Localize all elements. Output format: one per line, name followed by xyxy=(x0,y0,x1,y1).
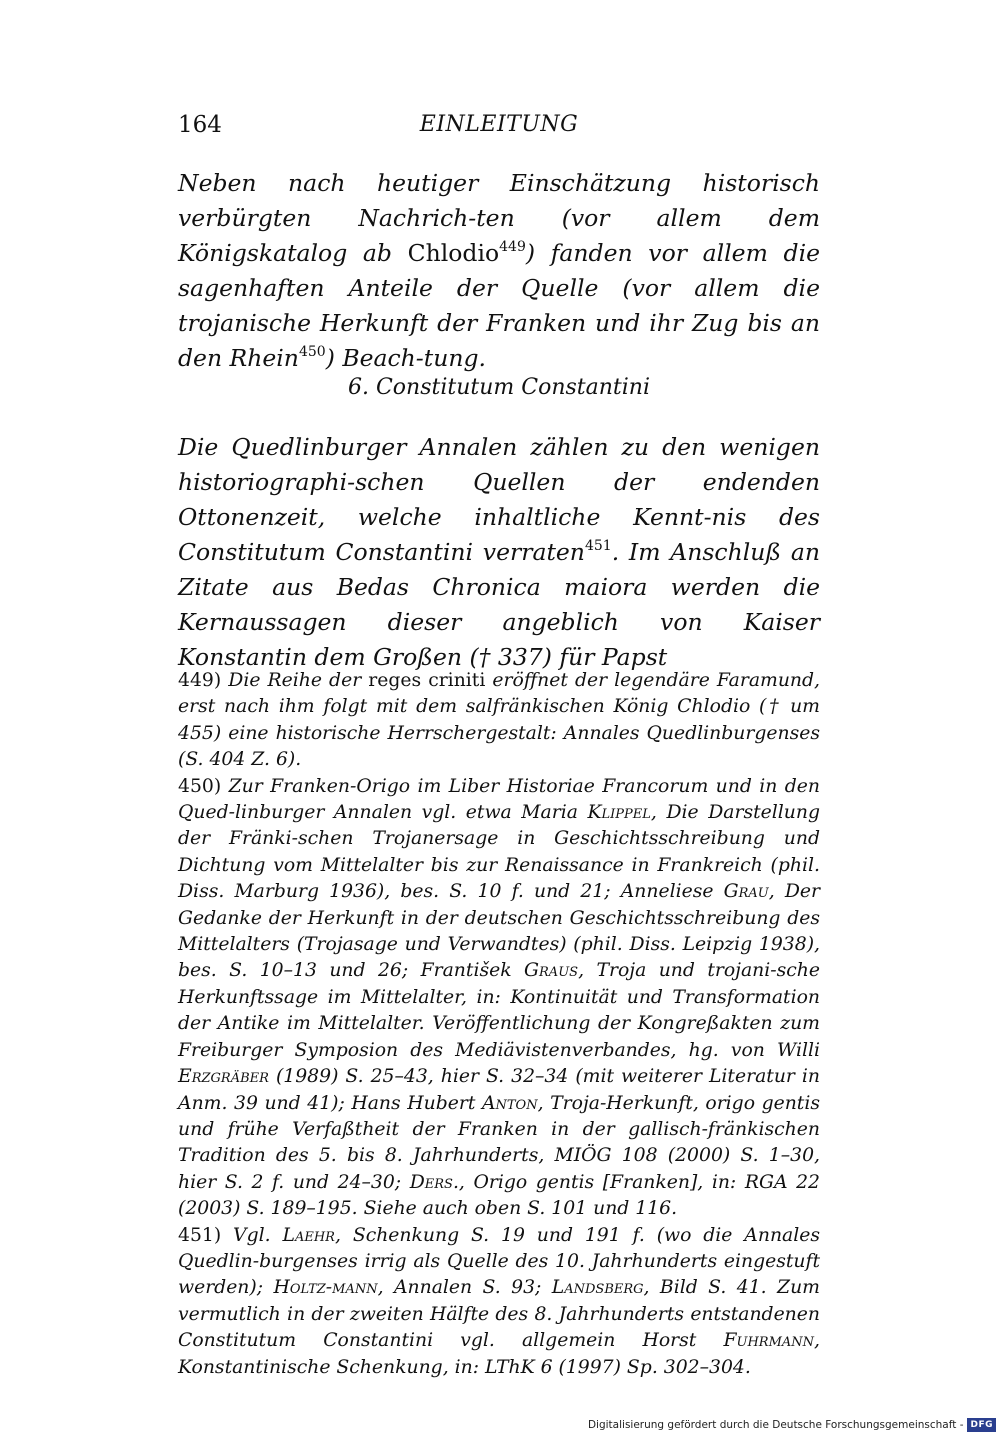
body-paragraph-1 xyxy=(178,166,820,376)
author-name: Ders. xyxy=(409,1171,459,1193)
footnote-text: , Die Darstellung der Fränki-schen Trojanersage in Geschichtsschreibung und Dichtung vom Mittelalter bis zur Renaissance in Frankreich (phil. Diss. Marburg 1936), bes. S. 10 f. und 21; Anneliese xyxy=(178,802,820,903)
author-name: Grau xyxy=(723,881,769,903)
page-header xyxy=(178,112,820,148)
footnote-text: Zur Franken-Origo im Liber Historiae Francorum und in den Qued-linburger Annalen vgl. etwa Maria xyxy=(178,775,820,824)
author-name: Graus xyxy=(524,960,579,982)
digitization-credit-text: Digitalisierung gefördert durch die Deutsche Forschungsgemeinschaft - xyxy=(587,1419,964,1431)
para2-text-1: Die Quedlinburger Annalen zählen zu den wenigen historiographi-schen Quellen der endenden Ottonenzeit, welche inhaltliche Kennt-nis des Constitutum Constantini verraten xyxy=(178,433,820,566)
author-name: Landsberg xyxy=(551,1277,644,1299)
footnote-text: , Troja und trojani-sche Herkunftssage im Mittelalter, in: Kontinuität und Transformation der Antike im Mittelalter. Veröffentlichung der Kongreßakten zum Freiburger Symposion des Mediävistenverbandes, hg. von Willi xyxy=(178,960,820,1061)
footnote-number: 449) xyxy=(178,670,222,691)
footnote-450 xyxy=(178,774,820,1223)
para1-text-1: Neben nach heutiger Einschätzung historisch verbürgten Nachrich-ten (vor allem dem Königskatalog ab xyxy=(178,169,820,267)
section-heading: 6. Constitutum Constantini xyxy=(347,375,651,400)
chlodio-name: Chlodio xyxy=(407,239,500,267)
digitization-credit xyxy=(588,1417,996,1433)
footnote-ref-449[interactable]: 449 xyxy=(499,239,526,255)
author-name: Holtz-mann xyxy=(273,1277,378,1299)
para1-text-3: ) Beach-tung. xyxy=(325,344,486,372)
author-name: Fuhrmann xyxy=(723,1330,815,1352)
running-head: EINLEITUNG xyxy=(419,112,579,137)
footnote-text: , Der Gedanke der Herkunft in der deutschen Geschichtsschreibung des Mittelalters (Trojasage und Verwandtes) (phil. Diss. Leipzig 1938), bes. S. 10–13 und 26; František xyxy=(178,881,820,982)
footnote-text: , Origo gentis [Franken], in: RGA 22 (2003) S. 189–195. Siehe auch oben S. 101 und 116. xyxy=(178,1171,820,1220)
footnote-text: , Bild S. 41. Zum vermutlich in der zweiten Hälfte des 8. Jahrhunderts entstandenen Constitutum Constantini vgl. allgemein Horst xyxy=(178,1277,820,1352)
para2-text-2: . Im Anschluß an Zitate aus Bedas Chronica maiora werden die Kernaussagen dieser angeblich von Kaiser Konstantin dem Großen († 337) für Papst xyxy=(178,538,820,671)
footnote-number: 451) xyxy=(178,1224,222,1246)
footnote-number: 450) xyxy=(178,775,222,797)
para1-text-2: ) fanden vor allem die sagenhaften Anteile der Quelle (vor allem die trojanische Herkunft der Franken und ihr Zug bis an den Rhein xyxy=(178,239,821,372)
footnote-text: , Konstantinische Schenkung, in: LThK 6 (1997) Sp. 302–304. xyxy=(178,1330,820,1378)
page-number: 164 xyxy=(178,112,222,138)
footnote-text: Vgl. xyxy=(221,1224,283,1246)
footnote-text: Die Reihe der xyxy=(221,670,369,691)
footnote-text: , Schenkung S. 19 und 191 f. (wo die Annales Quedlin-burgenses irrig als Quelle des 10. Jahrhunderts eingestuft werden); xyxy=(178,1224,820,1299)
author-name: Klippel xyxy=(587,802,651,824)
footnote-ref-450[interactable]: 450 xyxy=(298,344,326,360)
author-name: Erzgräber xyxy=(178,1066,269,1088)
dfg-logo-icon: DFG xyxy=(967,1418,996,1432)
author-name: Laehr xyxy=(282,1224,335,1246)
body-paragraph-2 xyxy=(178,430,820,675)
footnote-449 xyxy=(178,668,820,774)
footnote-451 xyxy=(178,1223,820,1381)
footnote-text: , Troja-Herkunft, origo gentis und frühe Verfaßtheit der Franken in der gallisch-fränkischen Tradition des 5. bis 8. Jahrhunderts, MIÖG 108 (2000) S. 1–30, hier S. 2 f. und 24–30; xyxy=(178,1092,820,1193)
footnote-text: reges criniti xyxy=(368,670,486,691)
footnote-ref-451[interactable]: 451 xyxy=(584,538,612,554)
footnote-text: eröffnet der legendäre Faramund, erst nach ihm folgt mit dem salfränkischen König Chlodio († um 455) eine historische Herrschergestalt: Annales Quedlinburgenses (S. 404 Z. 6). xyxy=(178,670,821,771)
footnote-text: , Annalen S. 93; xyxy=(377,1277,552,1299)
author-name: Anton xyxy=(481,1092,538,1114)
footnote-text: (1989) S. 25–43, hier S. 32–34 (mit weiterer Literatur in Anm. 39 und 41); Hans Hubert xyxy=(178,1066,820,1114)
footnotes xyxy=(178,668,820,1381)
